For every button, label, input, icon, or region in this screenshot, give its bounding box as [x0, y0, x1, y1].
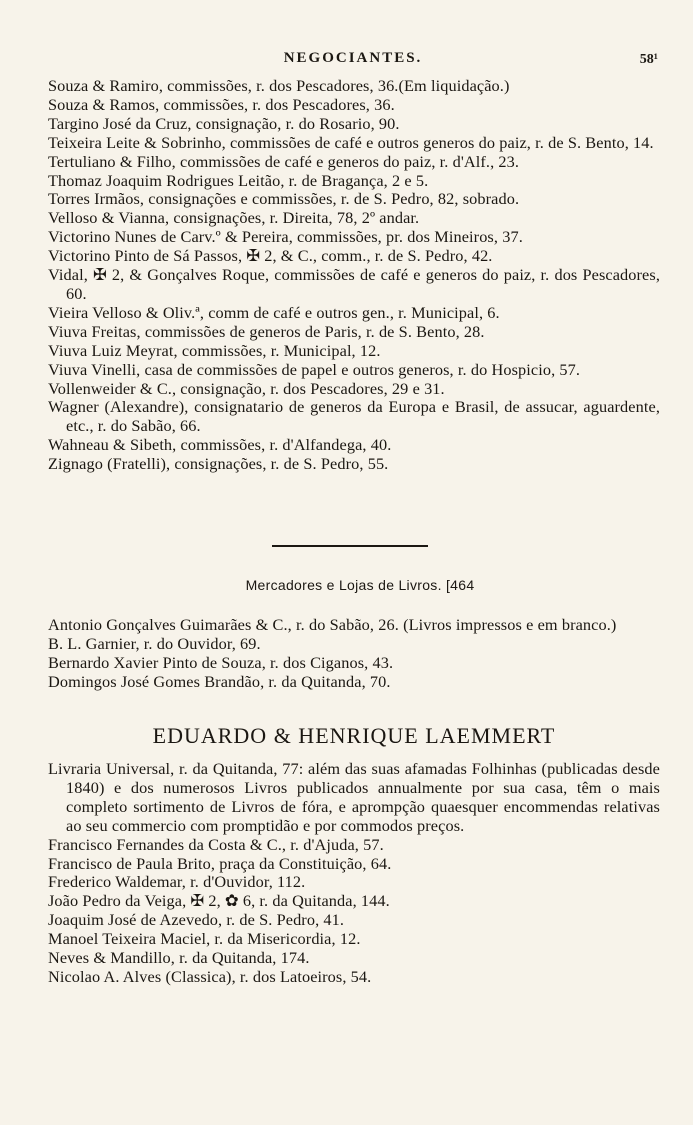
list-item: Vollenweider & C., consignação, r. dos Pescadores, 29 e 31.	[48, 378, 445, 398]
list-item: Vidal, ✠ 2, & Gonçalves Roque, commissões de café e generos do paiz, r. dos Pescadores, 60.	[48, 265, 660, 303]
list-item: Torres Irmãos, consignações e commissões, r. de S. Pedro, 82, sobrado.	[48, 189, 520, 209]
page-title: NEGOCIANTES.	[283, 50, 423, 66]
list-item: Velloso & Vianna, consignações, r. Direita, 78, 2º andar.	[48, 208, 420, 228]
list-item: Joaquim José de Azevedo, r. de S. Pedro, 41.	[48, 910, 345, 930]
list-item: Souza & Ramiro, commissões, r. dos Pescadores, 36.(Em liquidação.)	[48, 76, 510, 95]
list-item: Thomaz Joaquim Rodrigues Leitão, r. de Bragança, 2 e 5.	[48, 170, 429, 190]
list-item: Targino José da Cruz, consignação, r. do Rosario, 90.	[48, 113, 400, 133]
list-item: Wahneau & Sibeth, commissões, r. d'Alfandega, 40.	[48, 435, 392, 455]
laemmert-list	[48, 760, 660, 987]
list-item: Francisco Fernandes da Costa & C., r. d'Ajuda, 57.	[48, 834, 384, 854]
livros-list	[48, 616, 660, 692]
list-item: Neves & Mandillo, r. da Quitanda, 174.	[48, 948, 310, 968]
page-header	[48, 50, 658, 74]
list-item: Francisco de Paula Brito, praça da Constituição, 64.	[48, 853, 392, 873]
section-title-livros: Mercadores e Lojas de Livros. [464	[245, 577, 475, 593]
list-item: Viuva Freitas, commissões de generos de Paris, r. de S. Bento, 28.	[48, 321, 485, 341]
list-item: João Pedro da Veiga, ✠ 2, ✿ 6, r. da Quitanda, 144.	[48, 891, 390, 911]
list-item: Frederico Waldemar, r. d'Ouvidor, 112.	[48, 872, 306, 892]
list-item: Livraria Universal, r. da Quitanda, 77: além das suas afamadas Folhinhas (publicadas desde 1840) e dos numerosos Livros publicados annualmente por sua casa, têm o mais completo sortimento de Livros de fóra, e aprompção quaesquer encommendas relativas ao seu commercio com promptidão e por commodos preços.	[48, 759, 660, 835]
list-item: Antonio Gonçalves Guimarães & C., r. do Sabão, 26. (Livros impressos e em branco.)	[48, 615, 617, 634]
list-item: Victorino Nunes de Carv.º & Pereira, commissões, pr. dos Mineiros, 37.	[48, 227, 523, 247]
section-divider	[272, 545, 428, 547]
list-item: Domingos José Gomes Brandão, r. da Quitanda, 70.	[48, 671, 391, 691]
list-item: Vieira Velloso & Oliv.ª, comm de café e outros gen., r. Municipal, 6.	[48, 302, 500, 322]
list-item: Viuva Vinelli, casa de commissões de papel e outros generos, r. do Hospicio, 57.	[48, 359, 581, 379]
list-item: Souza & Ramos, commissões, r. dos Pescadores, 36.	[48, 94, 395, 114]
list-item: Zignago (Fratelli), consignações, r. de S. Pedro, 55.	[48, 454, 389, 474]
list-item: Wagner (Alexandre), consignatario de generos da Europa e Brasil, de assucar, aguardente, etc., r. do Sabão, 66.	[48, 397, 660, 436]
advertiser-heading: EDUARDO & HENRIQUE LAEMMERT	[152, 723, 556, 748]
list-item: B. L. Garnier, r. do Ouvidor, 69.	[48, 633, 261, 653]
list-item: Bernardo Xavier Pinto de Souza, r. dos Ciganos, 43.	[48, 652, 394, 672]
list-item: Manoel Teixeira Maciel, r. da Misericordia, 12.	[48, 929, 361, 949]
list-item: Tertuliano & Filho, commissões de café e generos do paiz, r. d'Alf., 23.	[48, 151, 520, 171]
list-item: Teixeira Leite & Sobrinho, commissões de café e outros generos do paiz, r. de S. Bento, 14.	[48, 132, 654, 152]
list-item: Viuva Luiz Meyrat, commissões, r. Municipal, 12.	[48, 340, 381, 360]
list-item: Nicolao A. Alves (Classica), r. dos Latoeiros, 54.	[48, 966, 372, 986]
negociantes-list	[48, 77, 660, 474]
page-number: 58¹	[639, 52, 658, 67]
list-item: Victorino Pinto de Sá Passos, ✠ 2, & C., comm., r. de S. Pedro, 42.	[48, 246, 493, 266]
